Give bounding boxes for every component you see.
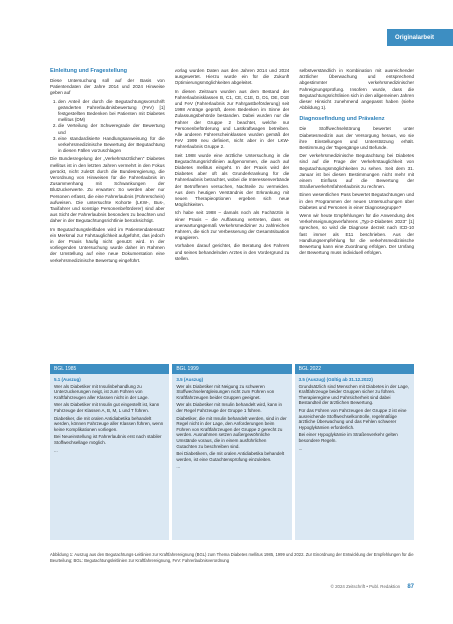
table-row — [50, 374, 414, 540]
cell-text: ... — [176, 464, 181, 470]
page-footer — [50, 584, 414, 590]
footer-text: © 2024 Zeitschrift • Publ. Redaktion — [330, 584, 401, 589]
cell-text: Bei Neueinstellung ist Fahrerlaubnis erst nach stabiler Stoffwechsellage möglich. — [54, 434, 162, 445]
section-heading: Einleitung und Fragestellung — [50, 68, 128, 74]
paragraph: Seit 1988 wurde eine ärztliche Untersuchung in die Begutachtungsrichtlinien aufgenommen, die auch auf Diabetes mellitus eingeht. In der Praxis wird der Diabetes aber oft als Grunderkrankung für die Fahrerlaubnis betrachtet, wobei die Interessenverbände der Betroffenen versuchen, Nachteile zu vermeiden. Aus dem heutigen Verständnis der Erkrankung mit neuen Therapieoptionen ergeben sich neue Möglichkeiten. — [174, 152, 290, 208]
paragraph: Einen wesentlichen Pass bewertet Begutachtungen und in den Programmen der neuen Untersuchungen über Diabetes und Personen in einer Diagnosegruppe? — [299, 192, 415, 210]
cell-text: Wer als Diabetiker mit Insulin gut eingestellt ist, kann Fahrzeuge der Klassen A, B, M, L und T führen. — [54, 402, 160, 413]
paragraph: In diesen Zeitraum wurden aus dem Bestand der Fahrerlaubnisklassen B, C1, CE, C1E, D, D1, DE, D1E und FeV (Fahrerlaubnis zur Fahrgastbeförderung) seit 1998 Anträge geprüft, deren Bedenken im Sinne der Zulassungsbehörde bestanden. Dabei wurden nur die Fahrer der Gruppe 2 beachtet, welche nur Personenbeförderung und Lastkraftwagen betreiben. Alle anderen Führerscheinklassen wurden gemäß der FeV 1999 neu definiert, nicht aber in der LKW-Fahrerlaubnis Gruppe 2. — [174, 88, 290, 150]
list-item: 2. die Verteilung der Schweregrade der Bewertung und — [58, 123, 165, 135]
table-cell — [295, 374, 414, 540]
paragraph: Die Bundesregelung der „Verkehrsärztlichen“ Diabetes mellitus ist in den letzten Jahren vermehrt in den Fokus gerückt, nicht zuletzt durch die Bundesregierung, die Verordnung von Hinweisen für die Fahrerlaubnis im Zusammenhang mit Schwankungen der Blutzuckerwerte. Zu erwarten: So werden aber nur Personen erfasst, die eine Fahrerlaubnis (Führerschein) aufweisen. Die untersuchte Kohorte (LKW-, Bus-, Taxifahrer und sonstige Personenbeförderer) sind aber aus Sicht der Fahrerlaubnis besonders zu beachten und daher in der Begutachtungsrichtlinie berücksichtigt. — [50, 156, 165, 224]
table-header: BGL 1999 — [172, 364, 291, 374]
paragraph: Die Stoffwechselstörung bewertet unter Diabetesmedizin aus der Versorgung heraus, wo sie ihre Einstellungen und Unterstützung erhält. Bestimmung der Tagesgänge und Befunde. — [299, 126, 415, 151]
page-number: 87 — [407, 584, 414, 590]
cell-text: Diabetiker, die mit oralen Antidiabetika behandelt werden, können Fahrzeuge aller Klassen führen, wenn keine Komplikationen vorliegen. — [54, 415, 164, 432]
paragraph: selbstverständlich in Kombination mit ausreichender ärztlicher Überwachung und entsprechend abgestimmter verkehrsmedizinischer Fahreignungsprüfung. Insofern wurde, dass die Begutachtungsrichtlinien sich in den allgemeinen Jahren dieser Hinsicht zunehmend angepasst haben (siehe Abbildung 1). — [299, 68, 415, 111]
article-type-badge: Originalarbeit — [387, 29, 453, 46]
cell-text: Grundsätzlich sind Menschen mit Diabetes in der Lage, Kraftfahrzeuge beider Gruppen sicher zu führen. Therapieregime und Fahrsicherheit sind dabei Bestandteil der ärztlichen Bewertung. — [298, 383, 409, 406]
cell-text: ... — [298, 445, 303, 451]
table-header: BGL 2022 — [295, 364, 414, 374]
cell-title: 5.1 (Auszug) — [54, 377, 81, 382]
cell-text: Bei Diabetikern, die mit oralen Antidiabetika behandelt werden, ist eine Gutachtensprüfung einzuleiten. — [176, 451, 285, 462]
cell-text: Bei einer Hypoglykämie im Straßenverkehr gelten besondere Regeln. — [298, 432, 398, 443]
cell-text: Diabetiker, die mit Insulin behandelt werden, sind in der Regel nicht in der Lage, den Anforderungen beim Führen von Kraftfahrzeugen der Gruppe 2 gerecht zu werden. Ausnahmen setzen außergewöhnliche Umstände voraus, die in einem ausführlichen Gutachten zu beschreiben sind. — [176, 415, 287, 449]
body-columns — [50, 68, 414, 358]
cell-text: Für das Führen von Fahrzeugen der Gruppe 2 ist eine ausreichende Stoffwechselkontrolle, regelmäßige ärztliche Überwachung und das Fehlen schwerer Hypoglykämien erforderlich. — [298, 407, 407, 430]
cell-title: 3.5 (Auszug) (Gültig ab 31.12.2022) — [298, 377, 373, 382]
figure-caption: Abbildung 1: Auszug aus den Begutachtungs-Leitlinien zur Kraftfahrereignung (BGL) zum Thema Diabetes mellitus 1985, 1999 und 2022. Zur Einordnung der Entwicklung der Empfehlungen für die Beurteilung; BGL: Begutachtungsleitlinien zur Kraftfahrereignung, FeV: Fahrerlaubnisverordnung — [50, 552, 414, 563]
cell-text: ... — [54, 447, 58, 453]
cell-title: 3.5 (Auszug) — [176, 377, 204, 382]
paragraph: Vorhaben darauf gerichtet, die Beratung des Fahrers und seines behandelnden Arztes in den Vordergrund zu stellen. — [174, 243, 290, 261]
list-item: 3. eine standardisierte Handlungsanweisung für die verkehrsmedizinische Bewertung der Begutachtung in diesen Fällen vorzuschlagen — [58, 136, 165, 155]
table-cell — [172, 374, 291, 540]
numbered-list — [50, 99, 165, 155]
paragraph: Ich habe seit 1988 – damals noch als Fachärztin in einer Praxis – die Auffassung vertreten, dass es unerwartungsgemäß Verkehrsmediziner zu zahlreichen Fahrern, die sich zur Verbesserung der Gesamtsituation engagieren. — [174, 210, 290, 241]
cell-text: Wer als Diabetiker mit Neigung zu schweren Stoffwechselentgleisungen nicht zum Führen von Kraftfahrzeugen beider Gruppen geeignet. — [176, 383, 275, 400]
cell-text: Wer als Diabetiker mit Insulinbehandlung zu Unterzuckerungen neigt, ist zum Führen von Kraftfahrzeugen aller Klassen nicht in der Lage. — [54, 383, 149, 400]
paragraph: Diese Untersuchung soll auf der Basis von Patientendaten der Jahre 2014 und 2024 Hinweise geben auf — [50, 78, 165, 96]
column-3 — [299, 68, 414, 358]
cell-text: Wer als Diabetiker mit Insulin behandelt wird, kann in der Regel Fahrzeuge der Gruppe 1 führen. — [176, 402, 283, 413]
column-1 — [50, 68, 165, 358]
table-header: BGL 1985 — [50, 364, 169, 374]
comparison-table — [50, 364, 414, 544]
list-item: 1. den Anteil der durch die Begutachtungsvorschrift geänderten Fahrerlaubnisbewertung (FeV) [1] festgestellten Bedenken bei Patienten mit Diabetes mellitus (DM) — [58, 99, 165, 124]
section-heading: Diagnosefindung und Prävalenz — [299, 116, 385, 123]
paragraph: vorlag wurden Daten aus den Jahren 2014 und 2024 ausgewertet. Hierzu wurde ein für die Zukunft Optimierungsmöglichkeiten abgeleitet. — [174, 68, 290, 86]
paragraph: Im Begutachtungsleitfaden wird im Patientendatensatz ein Merkmal zur Fahrtauglichkeit aufgeführt, das jedoch in der Praxis häufig nicht genutzt wird. In der vorliegenden Untersuchung wurde daher im Rahmen der Umstellung auf eine neue Dokumentation eine verkehrsmedizinische Bewertung eingeführt. — [50, 226, 165, 263]
column-2 — [175, 68, 290, 358]
paragraph: Wenn wir heute Empfehlungen für die Anwendung des Verkehrseignungsverfahrens „Typ-2-Diabetes 2023“ [1] sprechen, so wird die Diagnose derzeit nach ICD-10 fast immer als E11 beschrieben. Aus der Handlungsempfehlung für die verkehrsmedizinische Bewertung kann eine Zuordnung erfolgen. Der Umfang der Bewertung muss individuell erfolgen. — [299, 213, 415, 256]
table-header-row — [50, 364, 414, 374]
table-cell — [50, 374, 169, 540]
paragraph: Der verkehrsmedizinische Begutachtung bei Diabetes sind auf die Frage der Verkehrstauglichkeit von Begutachtungsmöglichkeiten zu sehen. Seit dem 31. Januar ist bei diesen Bestimmungen nicht mehr mit einem Einfluss auf die Bewertung der Straßenverkehrsfahrerlaubnis zu rechnen. — [299, 153, 415, 190]
